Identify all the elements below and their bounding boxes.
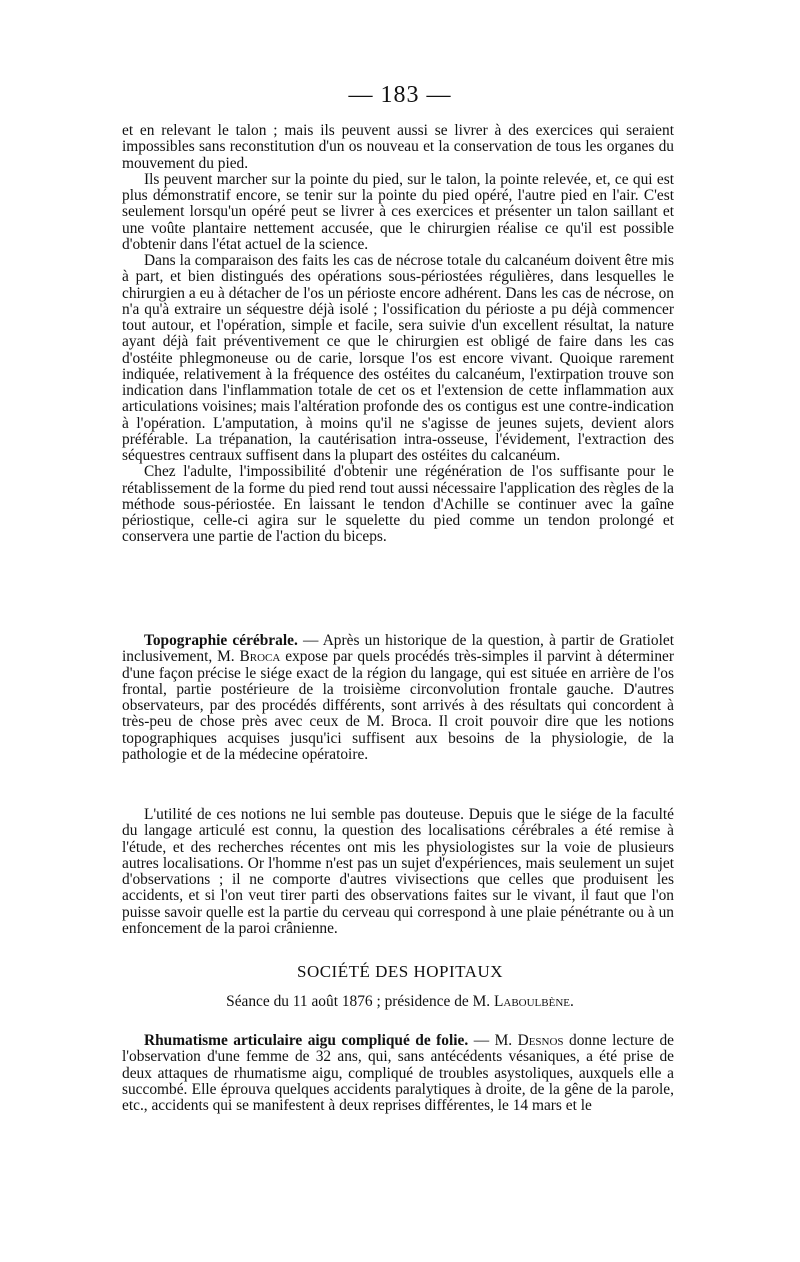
paragraph: Dans la comparaison des faits les cas de nécrose totale du calcanéum doivent être mis à part, et bien distingués des opérations sous-périostées régulières, dans lesquelles le chirurgien a eu à détacher de l'os un périoste encore adhérent. Dans les cas de nécrose, on n'a qu'à extraire un séquestre déjà isolé ; l'ossification du périoste a pu déjà commencer tout autour, et l'opération, simple et facile, sera suivie d'un excellent résultat, la nature ayant déjà fait préventivement ce que le chirurgien est obligé de faire dans les cas d'ostéite phlegmoneuse ou de carie, lorsque l'os est encore vivant. Quoique rarement indiquée, relativement à la fréquence des ostéites du calcanéum, l'extirpation trouve son indication dans l'inflammation totale de cet os et l'extension de cette inflammation aux articulations voisines; mais l'altération profonde des os contigus est une contre-indication à l'opération. L'amputation, à moins qu'il ne s'agisse de jeunes sujets, devient alors préférable. La trépanation, la cautérisation intra-osseuse, l'évidement, l'extraction des séquestres centraux suffisent dans la plupart des ostéites du calcanéum. [122, 252, 674, 464]
section-title: SOCIÉTÉ DES HOPITAUX [296, 962, 504, 981]
paragraph-text: expose par quels procédés très-simples il parvint à déterminer d'une façon précise le siége exact de la région du langage, qui est située en arrière de l'os frontal, partie postérieure de la troisième circonvolution frontale gauche. D'autres observateurs, par des procédés différents, sont arrivés à des résultats qui concordent à très-peu de chose près avec ceux de M. Broca. Il croit pouvoir dire que les notions topographiques acquises jusqu'ici suffisent aux besoins de la physiologie, de la pathologie et de la médecine opératoire. [122, 648, 674, 763]
paragraph: L'utilité de ces notions ne lui semble pas douteuse. Depuis que le siége de la faculté du langage articulé est connu, la question des localisations cérébrales a été remise à l'étude, et des recherches récentes ont mis les physiologistes sur la voie de plusieurs autres localisations. Or l'homme n'est pas un sujet d'expériences, mais seulement un sujet d'observations ; il ne comporte d'autres vivisections que celles que produisent les accidents, et si l'on veut tirer parti des observations faites sur le vivant, il faut que l'on puisse savoir quelle est la partie du cerveau qui correspond à une plaie pénétrante ou à un enfoncement de la paroi crânienne. [122, 806, 674, 937]
president-name: Laboulbène [493, 993, 570, 1010]
paragraph: et en relevant le talon ; mais ils peuvent aussi se livrer à des exercices qui seraient impossibles sans reconstitution d'un os nouveau et la conservation de tous les organes du mouvement du pied. [122, 122, 674, 172]
paragraph-text: — M. [468, 1032, 518, 1049]
paragraph [122, 1033, 674, 1114]
session-end: . [570, 993, 574, 1010]
paragraph-text: — Après un historique de la question, à partir de Gratiolet inclusivement, M. [122, 632, 674, 666]
section-heading: Rhumatisme articulaire aigu compliqué de folie. [144, 1032, 469, 1049]
session-text: Séance du 11 août 1876 ; présidence de M. [226, 993, 494, 1010]
paragraph: Ils peuvent marcher sur la pointe du pied, sur le talon, la pointe relevée, et, ce qui est plus démonstratif encore, se tenir sur la pointe du pied opéré, l'autre pied en l'air. C'est seulement lorsqu'un opéré peut se livrer à ces exercices et présenter un talon saillant et une voûte plantaire nettement accusée, que le chirurgien réalise ce qu'il est possible d'obtenir dans l'état actuel de la science. [122, 170, 674, 253]
paragraph-text: donne lecture de l'observation d'une femme de 32 ans, qui, sans antécédents vésaniques, a été prise de deux attaques de rhumatisme aigu, compliqué de troubles asystoliques, auxquels elle a succombé. Elle éprouva quelques accidents paralytiques à droite, de la gêne de la parole, etc., accidents qui se manifestent à deux reprises différentes, le 14 mars et le [122, 1032, 674, 1114]
paragraph [122, 633, 674, 763]
paragraph: Chez l'adulte, l'impossibilité d'obtenir une régénération de l'os suffisante pour le rétablissement de la forme du pied rend tout aussi nécessaire l'application des règles de la méthode sous-périostée. En laissant le tendon d'Achille se continuer avec la gaîne périostique, celle-ci agira sur le squelette du pied comme un tendon prolongé et conservera une partie de l'action du biceps. [122, 463, 674, 546]
text-block-rhumatisme [122, 1033, 674, 1114]
page-number: — 183 — [348, 82, 452, 108]
text-block-calcaneum [122, 123, 674, 546]
author-name: Desnos [517, 1032, 564, 1049]
section-heading: Topographie cérébrale. [144, 632, 298, 649]
author-name: Broca [239, 648, 281, 666]
text-block-utilite [122, 807, 674, 937]
session-line [0, 993, 800, 1011]
text-block-topographie [122, 633, 674, 763]
